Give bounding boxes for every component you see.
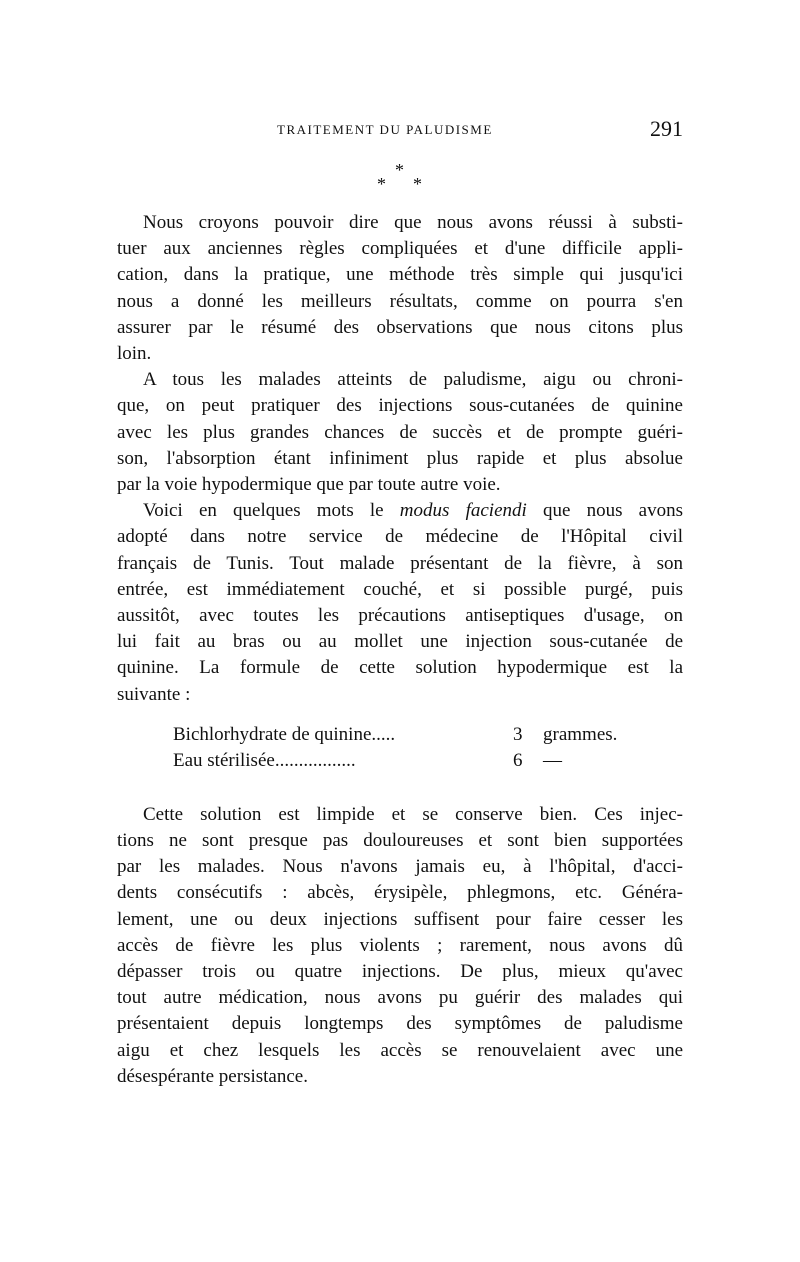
asterism-star: * xyxy=(413,174,422,194)
text-line: dépasser trois ou quatre injections. De plus, mieux qu'avec xyxy=(117,961,683,983)
formula-row xyxy=(173,722,633,748)
running-head xyxy=(115,118,685,148)
formula-quantity: 6 xyxy=(513,749,523,771)
text-line: suivante : xyxy=(117,683,191,705)
text-line: par les malades. Nous n'avons jamais eu, à l'hôpital, d'acci- xyxy=(117,856,683,878)
text-line: Cette solution est limpide et se conserve bien. Ces injec- xyxy=(143,803,683,825)
formula-ingredient: Bichlorhydrate de quinine..... xyxy=(173,723,396,745)
page-number: 291 xyxy=(650,116,683,141)
text-line: lui fait au bras ou au mollet une injection sous-cutanée de xyxy=(117,631,683,653)
text-line: adopté dans notre service de médecine de l'Hôpital civil xyxy=(117,526,683,548)
text-line: assurer par le résumé des observations que nous citons plus xyxy=(117,316,683,338)
paragraph-4 xyxy=(117,802,683,1090)
body-text xyxy=(117,210,683,1090)
text-line: par la voie hypodermique que par toute autre voie. xyxy=(117,474,501,496)
text-line: entrée, est immédiatement couché, et si possible purgé, puis xyxy=(117,578,683,600)
formula-row xyxy=(173,748,633,774)
text-line: son, l'absorption étant infiniment plus rapide et plus absolue xyxy=(117,447,683,469)
formula-ingredient: Eau stérilisée................. xyxy=(173,749,356,771)
text-line: Nous croyons pouvoir dire que nous avons réussi à substi- xyxy=(143,212,683,233)
text-line: français de Tunis. Tout malade présentant de la fièvre, à son xyxy=(117,552,683,574)
text-segment: que nous avons xyxy=(526,500,683,522)
paragraph-2 xyxy=(117,367,683,498)
text-line: dents consécutifs : abcès, érysipèle, phlegmons, etc. Généra- xyxy=(117,882,683,904)
asterism-divider xyxy=(373,160,433,196)
asterism-star: * xyxy=(395,160,404,180)
italic-phrase: modus faciendi xyxy=(399,500,527,522)
text-line: lement, une ou deux injections suffisent pour faire cesser les xyxy=(117,908,683,930)
text-line: accès de fièvre les plus violents ; rarement, nous avons dû xyxy=(117,934,683,956)
text-line: cation, dans la pratique, une méthode très simple qui jusqu'ici xyxy=(117,264,683,286)
text-line: aigu et chez lesquels les accès se renouvelaient avec une xyxy=(117,1039,683,1061)
text-line: avec les plus grandes chances de succès et de prompte guéri- xyxy=(117,421,683,443)
text-line: présentaient depuis longtemps des symptômes de paludisme xyxy=(117,1013,683,1035)
formula-quantity: 3 xyxy=(513,723,523,745)
paragraph-3 xyxy=(117,498,683,708)
text-line: tuer aux anciennes règles compliquées et d'une difficile appli- xyxy=(117,238,683,260)
text-line: tions ne sont presque pas douloureuses et sont bien supportées xyxy=(117,830,683,852)
text-line: désespérante persistance. xyxy=(117,1065,308,1087)
text-segment: Voici en quelques mots le xyxy=(143,500,400,522)
text-line: aussitôt, avec toutes les précautions antiseptiques d'usage, on xyxy=(117,605,683,627)
text-line: que, on peut pratiquer des injections sous-cutanées de quinine xyxy=(117,395,683,417)
formula-block xyxy=(117,722,683,780)
text-line xyxy=(117,498,683,524)
text-line: tout autre médication, nous avons pu guérir des malades qui xyxy=(117,987,683,1009)
paragraph-1 xyxy=(117,210,683,367)
text-line: quinine. La formule de cette solution hypodermique est la xyxy=(117,657,683,679)
asterism-star: * xyxy=(377,174,386,194)
text-line: loin. xyxy=(117,343,152,365)
formula-unit: grammes. xyxy=(543,723,618,745)
running-title: TRAITEMENT DU PALUDISME xyxy=(277,122,493,137)
text-line: nous a donné les meilleurs résultats, comme on pourra s'en xyxy=(117,290,683,312)
text-line: A tous les malades atteints de paludisme, aigu ou chroni- xyxy=(143,369,683,391)
formula-unit: — xyxy=(543,749,562,771)
